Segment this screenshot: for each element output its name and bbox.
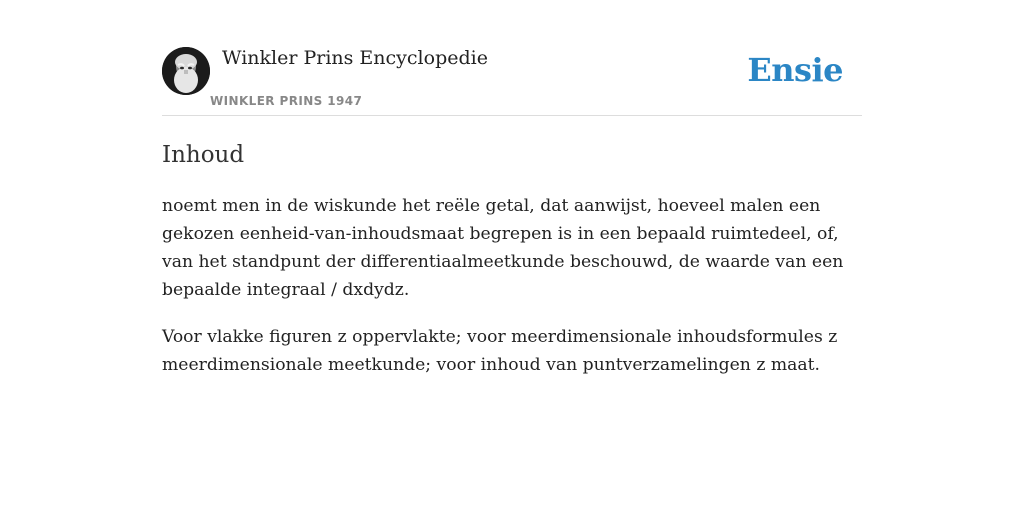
article-paragraph: noemt men in de wiskunde het reële getal, dat aanwijst, hoeveel malen een gekozen eenheid-van-inhoudsmaat begrepen is in een bepaald ruimtedeel, of, van het standpunt der differentiaalmeetkunde beschouwd, de waarde van een bepaalde integraal / dxdydz.: [162, 196, 844, 300]
brand-logo-link[interactable]: Ensie: [747, 51, 843, 89]
page: [162, 0, 862, 512]
site-name-link[interactable]: Winkler Prins Encyclopedie: [222, 47, 488, 69]
article-content: [162, 192, 862, 398]
site-header: [162, 0, 862, 116]
avatar-portrait-icon[interactable]: [162, 47, 210, 95]
article-title: Inhoud: [162, 142, 245, 168]
article-paragraph: Voor vlakke figuren z oppervlakte; voor meerdimensionale inhoudsformules z meerdimensionale meetkunde; voor inhoud van puntverzamelingen z maat.: [162, 327, 838, 375]
source-edition-label: WINKLER PRINS 1947: [210, 94, 363, 108]
